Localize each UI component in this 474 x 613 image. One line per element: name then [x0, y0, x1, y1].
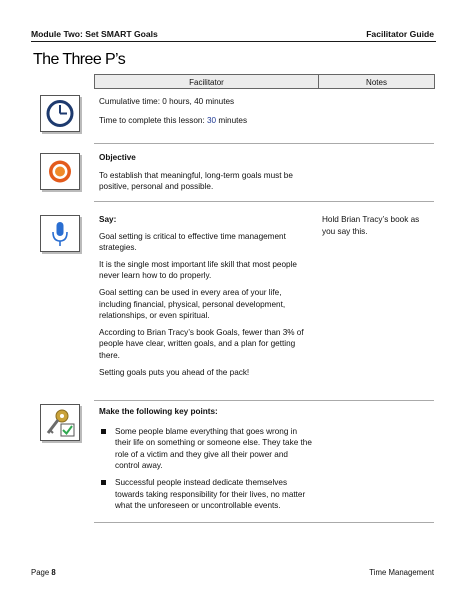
header-guide-title: Facilitator Guide — [366, 29, 434, 39]
footer-course-title: Time Management — [369, 568, 434, 577]
microphone-icon — [40, 215, 80, 252]
say-heading: Say: — [99, 215, 117, 224]
say-paragraph: Setting goals puts you ahead of the pack! — [99, 367, 250, 377]
lesson-time-suffix: minutes — [216, 115, 248, 125]
keypoints-heading: Make the following key points: — [99, 407, 218, 416]
page-title: The Three P’s — [33, 51, 126, 68]
header-module-title: Module Two: Set SMART Goals — [31, 29, 158, 39]
key-checkmark-icon — [40, 404, 80, 441]
lesson-time-value: 30 — [207, 115, 217, 125]
say-block — [99, 214, 314, 383]
say-paragraph: According to Brian Tracy’s book Goals, fewer than 3% of people have clear, written goals, and a plan for getting there. — [99, 327, 304, 360]
keypoints-list — [99, 426, 314, 512]
footer-page-label: Page — [31, 568, 52, 577]
objective-heading: Objective — [99, 153, 136, 162]
row-separator — [94, 143, 434, 144]
footer-page-value: 8 — [51, 568, 56, 577]
column-header-facilitator: Facilitator — [94, 74, 319, 89]
time-block — [99, 96, 314, 131]
lesson-time-prefix: Time to complete this lesson: — [99, 115, 207, 125]
footer-page-number — [31, 568, 56, 577]
row-separator — [94, 400, 434, 401]
say-note: Hold Brian Tracy’s book as you say this. — [322, 215, 420, 236]
say-paragraph: Goal setting can be used in every area of your life, including financial, physical, personal development, relationships, or even spiritual. — [99, 287, 286, 321]
column-header-notes: Notes — [318, 74, 435, 89]
cumulative-time: Cumulative time: 0 hours, 40 minutes — [99, 97, 235, 106]
row-separator — [94, 522, 434, 523]
objective-block — [99, 152, 314, 198]
target-icon — [40, 153, 80, 190]
keypoints-block — [99, 406, 314, 517]
list-item: Successful people instead dedicate themselves towards taking responsibility for their lives, no matter what the unforeseen or uncontrollable events. — [99, 477, 314, 512]
say-paragraph: It is the single most important life skill that most people never learn how to do properly. — [99, 259, 297, 281]
lesson-time — [99, 115, 314, 127]
say-paragraph: Goal setting is critical to effective time management strategies. — [99, 231, 286, 253]
list-item: Some people blame everything that goes wrong in their life on something or someone else. They take the role of a victim and they give all their power and control away. — [99, 426, 314, 472]
clock-icon — [40, 95, 80, 132]
row-separator — [94, 201, 434, 202]
objective-text: To establish that meaningful, long-term goals must be positive, personal and possible. — [99, 170, 293, 192]
header-rule — [31, 41, 436, 42]
